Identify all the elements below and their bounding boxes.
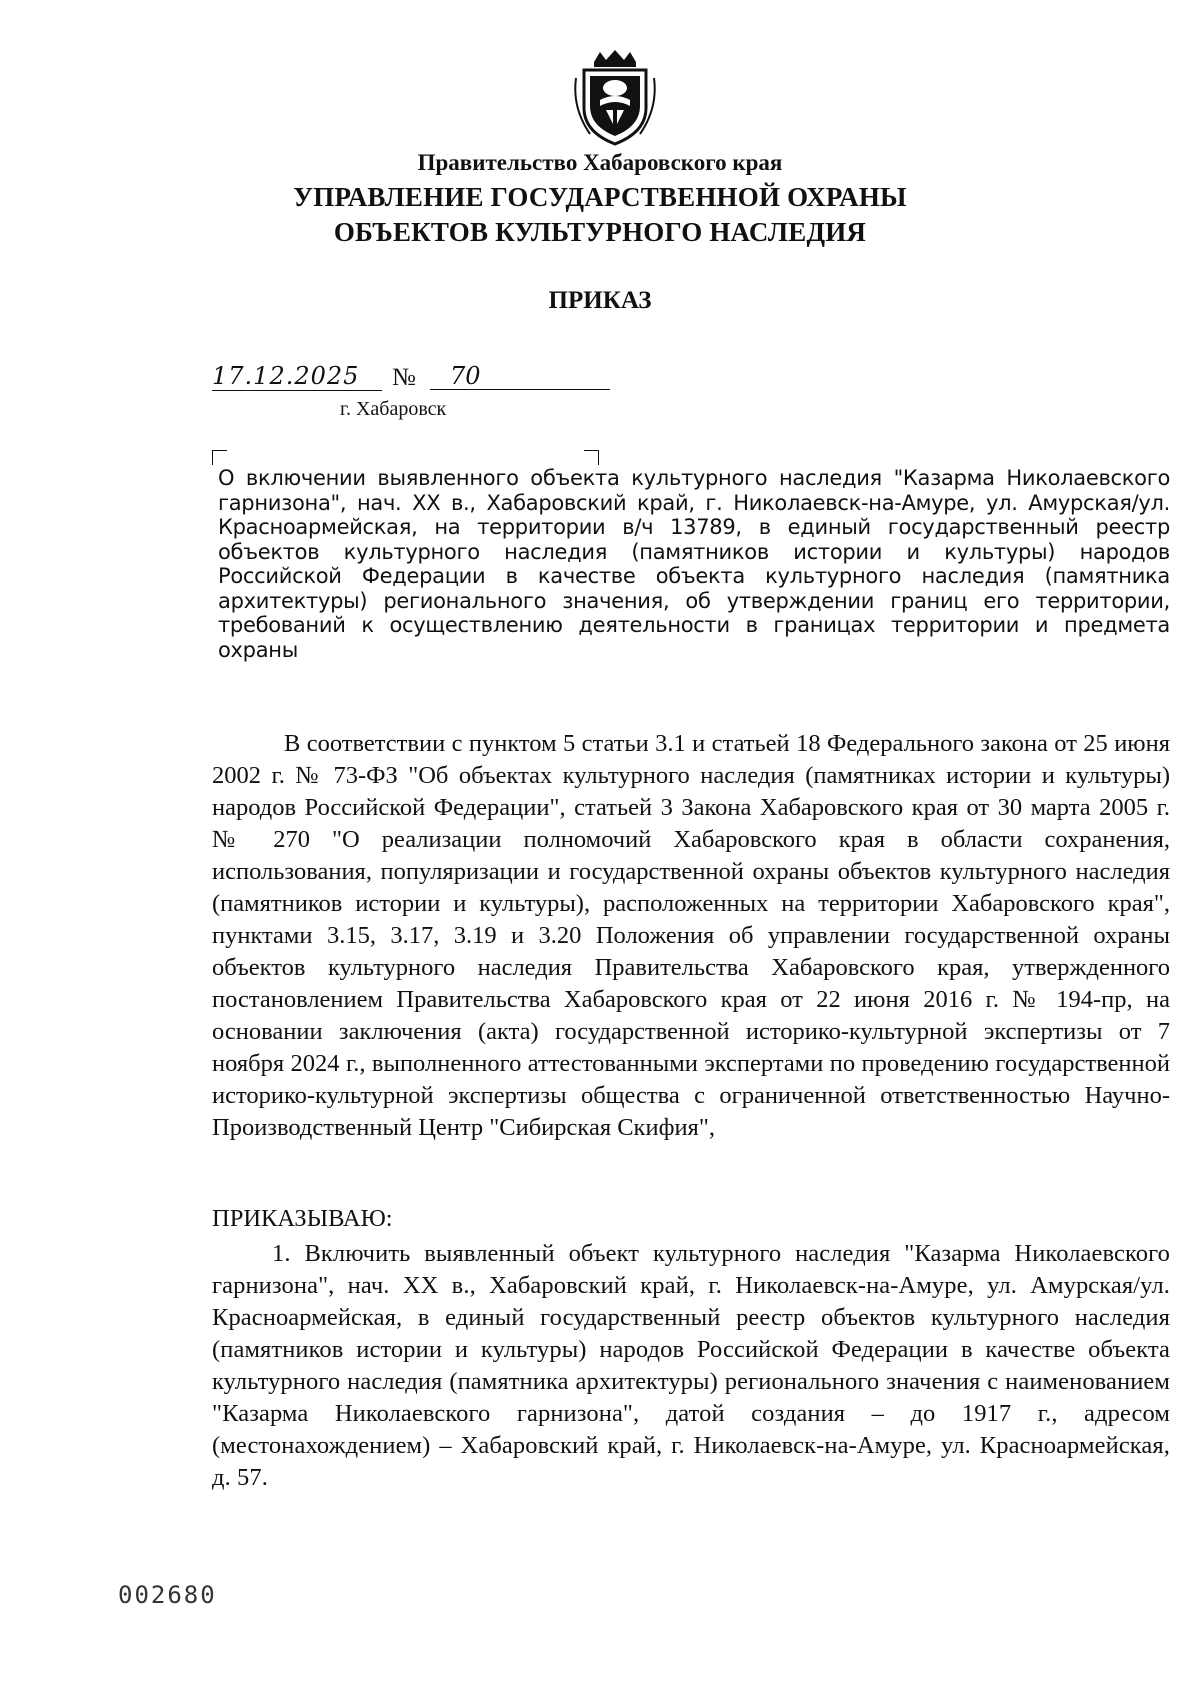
number-sign: № xyxy=(392,364,416,391)
coat-of-arms-icon xyxy=(570,48,660,148)
document-type-title: ПРИКАЗ xyxy=(548,287,652,314)
handwritten-number: 70 xyxy=(430,362,610,390)
department-name-line2: ОБЪЕКТОВ КУЛЬТУРНОГО НАСЛЕДИЯ xyxy=(333,217,867,247)
subject-corner-left xyxy=(212,450,227,465)
government-name: Правительство Хабаровского края xyxy=(417,150,783,175)
handwritten-date: 17.12.2025 xyxy=(212,362,382,391)
subject-corner-right xyxy=(584,450,599,465)
city-label: г. Хабаровск xyxy=(340,398,447,420)
preamble-paragraph: В соответствии с пунктом 5 статьи 3.1 и статьей 18 Федерального закона от 25 июня 2002 г. № 73-ФЗ "Об объектах культурного наследия (памятниках истории и культуры) народов Российской Федерации", статьей 3 Закона Хабаровского края от 30 марта 2005 г. № 270 "О реализации полномочий Хабаровского края в области сохранения, использования, популяризации и государственной охраны объектов культурного наследия (памятников истории и культуры), расположенных на территории Хабаровского края", пунктами 3.15, 3.17, 3.19 и 3.20 Положения об управлении государственной охраны объектов культурного наследия Правительства Хабаровского края, утвержденного постановлением Правительства Хабаровского края от 22 июня 2016 г. № 194-пр, на основании заключения (акта) государственной историко-культурной экспертизы от 7 ноября 2024 г., выполненного аттестованными экспертами по проведению государственной историко-культурной экспертизы общества с ограниченной ответственностью Научно-Производственный Центр "Сибирская Скифия", xyxy=(212,730,1170,1141)
orders-heading: ПРИКАЗЫВАЮ: xyxy=(212,1205,393,1232)
serial-number-stamp: 002680 xyxy=(118,1581,217,1609)
department-name-line1: УПРАВЛЕНИЕ ГОСУДАРСТВЕННОЙ ОХРАНЫ xyxy=(293,182,907,212)
order-item-1: 1. Включить выявленный объект культурного наследия "Казарма Николаевского гарнизона", нач. XX в., Хабаровский край, г. Николаевск-на-Амуре, ул. Амурская/ул. Красноармейская, в единый государственный реестр объектов культурного наследия (памятников истории и культуры) народов Российской Федерации в качестве объекта культурного наследия (памятника архитектуры) регионального значения с наименованием "Казарма Николаевского гарнизона", датой создания – до 1917 г., адресом (местонахождением) – Хабаровский край, г. Николаевск-на-Амуре, ул. Красноармейская, д. 57. xyxy=(212,1240,1170,1491)
order-subject: О включении выявленного объекта культурного наследия "Казарма Николаевского гарнизона", нач. XX в., Хабаровский край, г. Николаевск-на-Амуре, ул. Амурская/ул. Красноармейская, на территории в/ч 13789, в единый государственный реестр объектов культурного наследия (памятников истории и культуры) народов Российской Федерации в качестве объекта культурного наследия (памятника архитектуры) регионального значения, об утверждении границ его территории, требований к осуществлению деятельности в границах территории и предмета охраны xyxy=(218,466,1170,662)
